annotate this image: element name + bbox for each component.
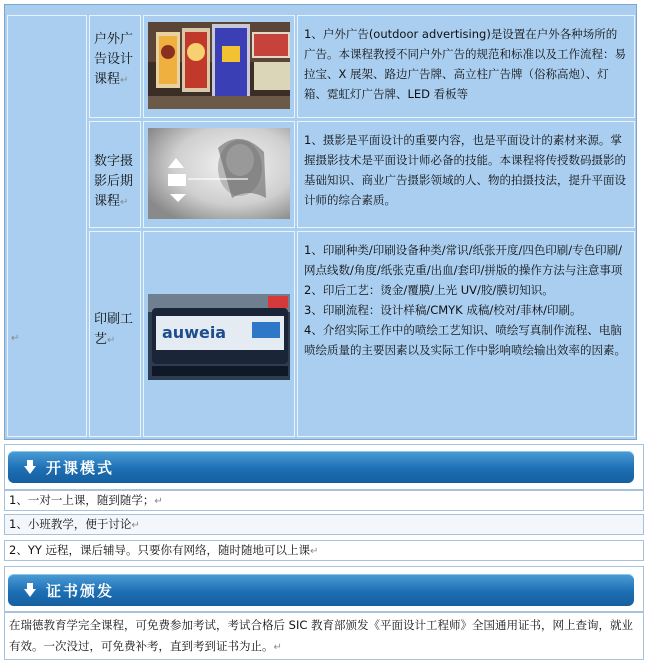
course-image-cell: [143, 121, 295, 228]
certificate-text: 在瑞德教育学完全课程，可免费参加考试，考试合格后 SIC 教育部颁发《平面设计工程师》全国通用证书，网上查询，就业有效。一次没过，可免费补考，直到考到证书为止。: [9, 618, 634, 653]
certificate-section-banner: [8, 574, 634, 606]
printer-image: [148, 294, 290, 380]
course-image-cell: [143, 231, 295, 437]
course-name-text: 印刷工艺: [94, 312, 134, 347]
return-mark: ↵: [120, 75, 129, 86]
mode-item-text: 1、小班教学，便于讨论: [9, 517, 132, 531]
mode-item: [4, 540, 644, 561]
mode-item-text: 2、YY 远程，课后辅导。只要你有网络，随时随地可以上课: [9, 543, 311, 557]
return-mark: ↵: [310, 546, 319, 557]
course-table: [4, 4, 637, 440]
printer-brand-text: auweia: [162, 323, 227, 342]
course-name-photography: [89, 121, 141, 228]
certificate-text-block: [4, 612, 644, 660]
arrow-down-icon: [24, 583, 36, 597]
section-title: 证书颁发: [46, 582, 115, 600]
mode-item: [4, 490, 644, 511]
mode-item: [4, 514, 644, 535]
course-name-text: 户外广告设计课程: [94, 32, 134, 87]
return-mark: ↵: [107, 335, 116, 346]
return-mark: ↵: [120, 197, 129, 208]
course-name-outdoor: [89, 15, 141, 118]
outdoor-billboard-image: [148, 22, 290, 109]
course-description-photography: [297, 121, 635, 228]
description-line: 1、印刷种类/印刷设备种类/常识/纸张开度/四色印刷/专色印刷/网点线数/角度/纸张克重/出血/套印/拼版的操作方法与注意事项: [304, 243, 623, 277]
return-mark: ↵: [11, 333, 20, 344]
return-mark: ↵: [131, 520, 140, 531]
description-line: 2、印后工艺：烫金/覆膜/上光 UV/胶/膜切知识。: [304, 283, 554, 297]
section-title: 开课模式: [46, 459, 115, 477]
description-line: 3、印刷流程：设计样稿/CMYK 成稿/校对/菲林/印刷。: [304, 303, 582, 317]
course-image-cell: [143, 15, 295, 118]
return-mark: ↵: [154, 496, 163, 507]
description-line: 4、介绍实际工作中的喷绘工艺知识、喷绘写真制作流程、电脑喷绘质量的主要因素以及实际工作中影响喷绘输出效率的因素。: [304, 323, 626, 357]
course-name-text: 数字摄影后期课程: [94, 154, 134, 209]
photography-image: [148, 128, 290, 219]
category-cell: [7, 15, 87, 437]
arrow-down-icon: [24, 460, 36, 474]
mode-section-banner: [8, 451, 634, 483]
course-description-printing: [297, 231, 635, 437]
description-text: 1、摄影是平面设计的重要内容，也是平面设计的素材来源。掌握摄影技术是平面设计师必备的技能。本课程将传授数码摄影的基础知识、商业广告摄影领域的人、物的拍摄技法，提升平面设计师的综合素质。: [304, 133, 626, 207]
return-mark: ↵: [273, 642, 282, 653]
course-description-outdoor: [297, 15, 635, 118]
course-name-printing: [89, 231, 141, 437]
description-text: 1、户外广告(outdoor advertising)是设置在户外各种场所的广告。本课程教授不同户外广告的规范和标准以及工作流程：易拉宝、X 展架、路边广告牌、高立柱广告牌（俗称高炮）、灯箱、霓虹灯广告牌、LED 看板等: [304, 27, 626, 101]
mode-item-text: 1、一对一上课，随到随学；: [9, 493, 155, 507]
